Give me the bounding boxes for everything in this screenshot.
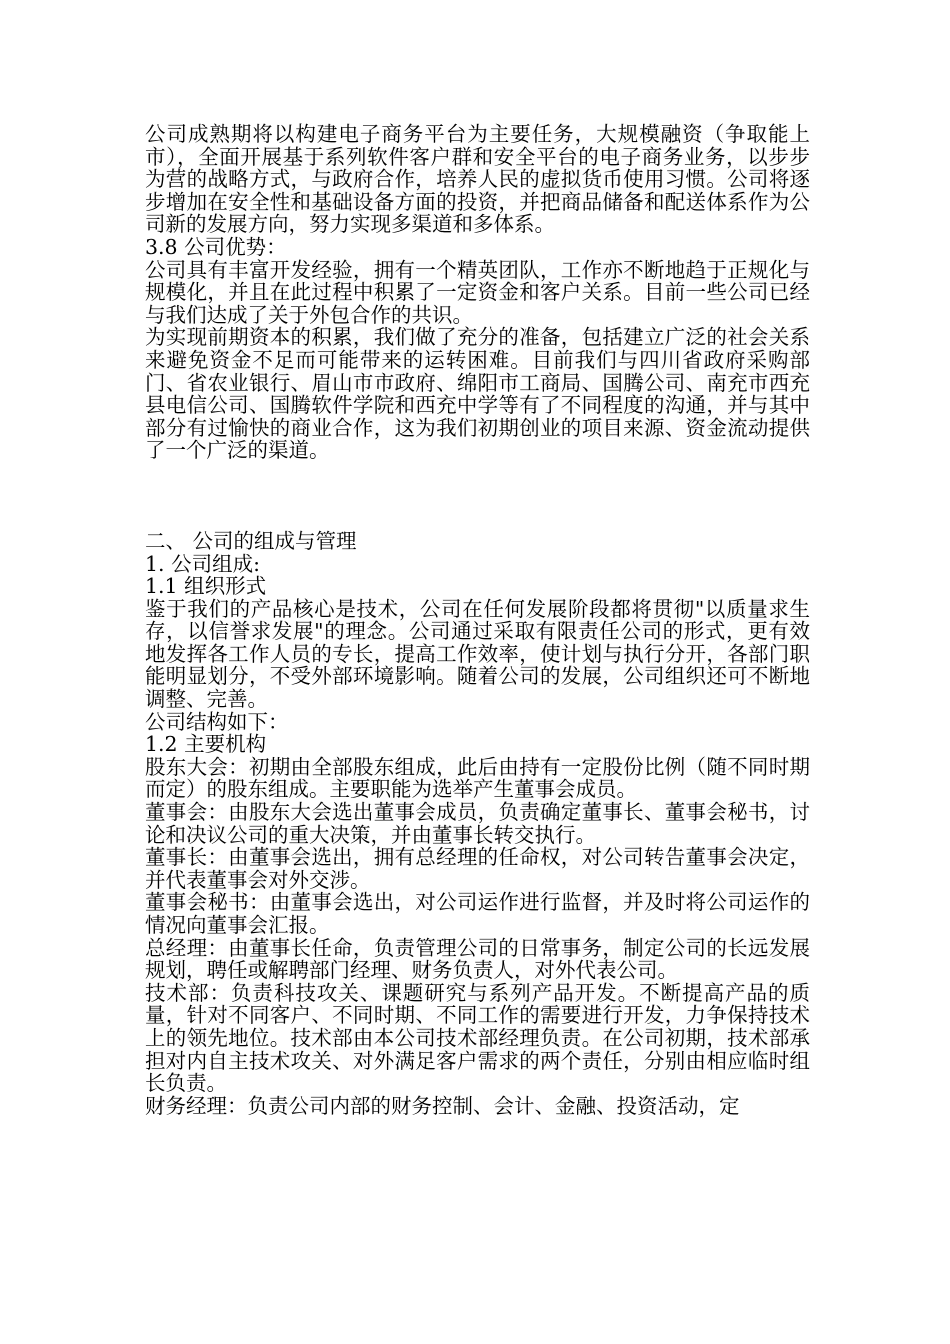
body-board-of-directors: 董事会：由股东大会选出董事会成员，负责确定董事长、董事会秘书，讨论和决议公司的重大决策，并由董事长转交执行。 <box>145 800 810 847</box>
subsection-1-heading: 1. 公司组成: <box>145 551 260 576</box>
body-chairman: 董事长：由董事会选出，拥有总经理的任命权，对公司转告董事会决定，并代表董事会对外交涉。 <box>145 845 810 892</box>
chapter-2-heading: 二、 公司的组成与管理 <box>145 528 357 553</box>
structure-line: 公司结构如下： <box>145 709 289 734</box>
body-technology-department: 技术部：负责科技攻关、课题研究与系列产品开发。不断提高产品的质量，针对不同客户、不同时期、不同工作的需要进行开发，力争保持技术上的领先地位。技术部由本公司技术部经理负责。在公司初期，技术部承担对内自主技术攻关、对外满足客户需求的两个责任，分别由相应临时组长负责。 <box>145 980 810 1096</box>
organization-paragraph: 鉴于我们的产品核心是技术，公司在任何发展阶段都将贯彻"以质量求生存，以信誉求发展"的理念。公司通过采取有限责任公司的形式，更有效地发挥各工作人员的专长，提高工作效率，使计划与执行分开，各部门职能明显划分，不受外部环境影响。随着公司的发展，公司组织还可不断地调整、完善。 <box>145 596 810 712</box>
body-general-manager: 总经理：由董事长任命，负责管理公司的日常事务，制定公司的长远发展规划，聘任或解聘部门经理、财务负责人，对外代表公司。 <box>145 935 810 983</box>
document-body <box>145 123 810 1117</box>
subsection-1-1-heading: 1.1 组织形式 <box>145 574 267 599</box>
intro-paragraph: 公司成熟期将以构建电子商务平台为主要任务，大规模融资（争取能上市），全面开展基于系列软件客户群和安全平台的电子商务业务，以步步为营的战略方式，与政府合作，培养人民的虚拟货币使用习惯。公司将逐步增加在安全性和基础设备方面的投资，并把商品储备和配送体系作为公司新的发展方向，努力实现多渠道和多体系。 <box>145 122 810 237</box>
body-finance-manager: 财务经理：负责公司内部的财务控制、会计、金融、投资活动，定 <box>145 1093 740 1118</box>
body-shareholders-meeting: 股东大会：初期由全部股东组成，此后由持有一定股份比例（随不同时期而定）的股东组成。主要职能为选举产生董事会成员。 <box>145 754 810 802</box>
subsection-1-2-heading: 1.2 主要机构 <box>145 732 267 757</box>
body-board-secretary: 董事会秘书：由董事会选出，对公司运作进行监督，并及时将公司运作的情况向董事会汇报。 <box>145 890 810 937</box>
advantage-paragraph-2: 为实现前期资本的积累，我们做了充分的准备，包括建立广泛的社会关系来避免资金不足而可能带来的运转困难。目前我们与四川省政府采购部门、省农业银行、眉山市市政府、绵阳市工商局、国腾公司、南充市西充县电信公司、国腾软件学院和西充中学等有了不同程度的沟通，并与其中部分有过愉快的商业合作，这为我们初期创业的项目来源、资金流动提供了一个广泛的渠道。 <box>145 325 810 463</box>
section-3-8-heading: 3.8 公司优势： <box>145 234 287 259</box>
section-gap <box>145 462 810 530</box>
advantage-paragraph-1: 公司具有丰富开发经验，拥有一个精英团队，工作亦不断地趋于正规化与规模化，并且在此过程中积累了一定资金和客户关系。目前一些公司已经与我们达成了关于外包合作的共识。 <box>145 257 810 327</box>
